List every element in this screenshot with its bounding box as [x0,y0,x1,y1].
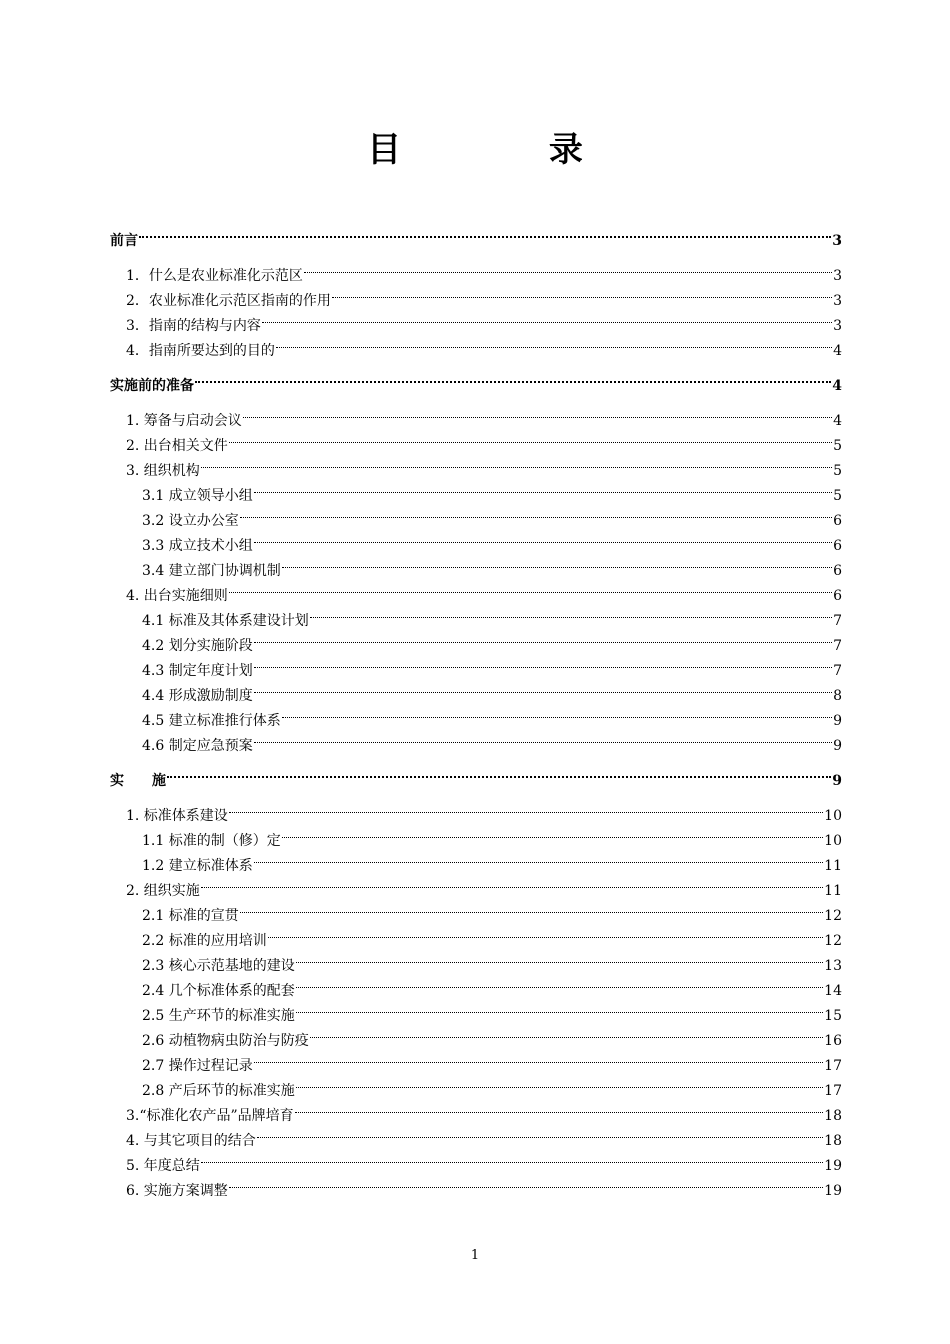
toc-dot-leader [229,795,823,820]
toc-entry-page-number: 5 [833,438,842,454]
toc-dot-leader [310,1020,823,1045]
toc-entry-label: 2.5 生产环节的标准实施 [142,1008,295,1024]
toc-entry-page-number: 17 [824,1058,842,1074]
toc-entry-label: 2.6 动植物病虫防治与防疫 [142,1033,309,1049]
toc-entry-page-number: 6 [833,588,842,604]
toc-entry-label: 4.4 形成激励制度 [142,688,253,704]
toc-entry-label: 4．指南所要达到的目的 [126,343,275,359]
toc-entry-label: 4.6 制定应急预案 [142,738,253,754]
toc-entry-label: 1.2 建立标准体系 [142,858,253,874]
toc-entry-page-number: 3 [833,318,842,334]
toc-entry[interactable] [110,255,842,284]
toc-dot-leader [254,845,823,870]
toc-entry-page-number: 19 [824,1158,842,1174]
toc-entry-page-number: 14 [824,983,842,999]
toc-entry-page-number: 7 [833,638,842,654]
toc-dot-leader [229,575,832,600]
toc-dot-leader [296,1070,823,1095]
toc-dot-leader [310,600,832,625]
toc-entry-label: 2.8 产后环节的标准实施 [142,1083,295,1099]
toc-dot-leader [332,280,832,305]
toc-entry-page-number: 9 [832,773,842,789]
toc-entry-label: 3.3 成立技术小组 [142,538,253,554]
toc-dot-leader [268,920,823,945]
toc-entry[interactable] [110,475,842,504]
toc-entry-page-number: 18 [824,1133,842,1149]
toc-dot-leader [296,945,823,970]
toc-dot-leader [296,995,823,1020]
toc-entry-page-number: 9 [833,738,842,754]
toc-dot-leader [254,625,832,650]
toc-entry-label: 3.1 成立领导小组 [142,488,253,504]
toc-entry[interactable] [110,1170,842,1199]
toc-entry-label: 1. 标准体系建设 [126,808,228,824]
toc-entry-page-number: 8 [833,688,842,704]
toc-entry-page-number: 11 [824,858,842,874]
toc-entry-label: 2.3 核心示范基地的建设 [142,958,295,974]
toc-entry-page-number: 18 [824,1108,842,1124]
toc-dot-leader [240,500,832,525]
toc-section-heading[interactable] [110,220,842,249]
toc-entry-label: 前言 [110,233,138,249]
toc-entry-page-number: 15 [824,1008,842,1024]
toc-entry-label: 5. 年度总结 [126,1158,200,1174]
toc-dot-leader [282,820,823,845]
table-of-contents [110,220,842,1199]
toc-entry-page-number: 16 [824,1033,842,1049]
toc-entry-page-number: 19 [824,1183,842,1199]
toc-entry-label: 4.1 标准及其体系建设计划 [142,613,309,629]
toc-entry-label: 6. 实施方案调整 [126,1183,228,1199]
toc-entry-label: 2.7 操作过程记录 [142,1058,253,1074]
toc-entry-label: 1. 筹备与启动会议 [126,413,242,429]
toc-entry-page-number: 9 [833,713,842,729]
toc-entry-label: 3.4 建立部门协调机制 [142,563,281,579]
toc-entry-page-number: 10 [824,808,842,824]
toc-dot-leader [257,1120,823,1145]
toc-entry[interactable] [110,450,842,479]
toc-section-heading[interactable] [110,760,842,789]
toc-entry-label: 1.1 标准的制（修）定 [142,833,281,849]
page-title: 目 录 [367,130,651,170]
toc-entry-label: 2.1 标准的宣贯 [142,908,239,924]
toc-dot-leader [229,425,832,450]
toc-entry[interactable] [110,400,842,429]
toc-entry-page-number: 13 [824,958,842,974]
toc-entry-label: 3.2 设立办公室 [142,513,239,529]
toc-entry-label: 2. 组织实施 [126,883,200,899]
toc-entry-page-number: 3 [833,268,842,284]
toc-dot-leader [243,400,832,425]
toc-dot-leader [262,305,832,330]
toc-entry-page-number: 12 [824,933,842,949]
toc-dot-leader [139,220,831,245]
toc-entry-page-number: 17 [824,1083,842,1099]
toc-dot-leader [201,870,823,895]
toc-entry[interactable] [110,870,842,899]
toc-entry[interactable] [110,1145,842,1174]
toc-entry-label: 实 施 [110,773,166,789]
toc-entry-page-number: 6 [833,513,842,529]
toc-entry-label: 实施前的准备 [110,378,194,394]
toc-entry-label: 4.2 划分实施阶段 [142,638,253,654]
toc-entry-page-number: 10 [824,833,842,849]
toc-entry-page-number: 11 [824,883,842,899]
toc-dot-leader [254,525,832,550]
toc-entry-label: 4.3 制定年度计划 [142,663,253,679]
toc-entry-page-number: 6 [833,563,842,579]
toc-dot-leader [229,1170,823,1195]
toc-entry-page-number: 3 [833,293,842,309]
toc-entry-label: 4.5 建立标准推行体系 [142,713,281,729]
toc-entry-label: 4. 与其它项目的结合 [126,1133,256,1149]
toc-dot-leader [282,550,832,575]
toc-dot-leader [201,450,832,475]
toc-dot-leader [195,365,831,390]
toc-entry-page-number: 7 [833,663,842,679]
toc-entry[interactable] [110,795,842,824]
toc-entry-page-number: 6 [833,538,842,554]
toc-entry-label: 4. 出台实施细则 [126,588,228,604]
toc-dot-leader [254,1045,823,1070]
toc-entry-page-number: 7 [833,613,842,629]
toc-dot-leader [201,1145,823,1170]
toc-dot-leader [167,760,831,785]
toc-entry-page-number: 4 [832,378,842,394]
toc-entry-label: 1．什么是农业标准化示范区 [126,268,303,284]
toc-entry-page-number: 3 [832,233,842,249]
toc-dot-leader [282,700,832,725]
toc-dot-leader [295,1095,824,1120]
toc-entry-label: 2.2 标准的应用培训 [142,933,267,949]
footer-page-number: 1 [470,1248,480,1263]
toc-dot-leader [254,675,832,700]
toc-dot-leader [254,650,832,675]
toc-entry-label: 3. 组织机构 [126,463,200,479]
toc-entry-label: 2．农业标准化示范区指南的作用 [126,293,331,309]
toc-entry-label: 3.“标准化农产品”品牌培育 [126,1108,294,1124]
toc-entry-label: 2. 出台相关文件 [126,438,228,454]
toc-entry[interactable] [110,895,842,924]
toc-section-heading[interactable] [110,365,842,394]
toc-entry-page-number: 12 [824,908,842,924]
toc-entry-page-number: 5 [833,488,842,504]
toc-entry-page-number: 5 [833,463,842,479]
toc-entry-label: 2.4 几个标准体系的配套 [142,983,295,999]
toc-dot-leader [296,970,823,995]
toc-dot-leader [254,725,832,750]
toc-dot-leader [254,475,832,500]
toc-dot-leader [276,330,832,355]
toc-entry-label: 3．指南的结构与内容 [126,318,261,334]
toc-dot-leader [240,895,823,920]
toc-dot-leader [304,255,832,280]
toc-entry-page-number: 4 [833,413,842,429]
toc-entry-page-number: 4 [833,343,842,359]
